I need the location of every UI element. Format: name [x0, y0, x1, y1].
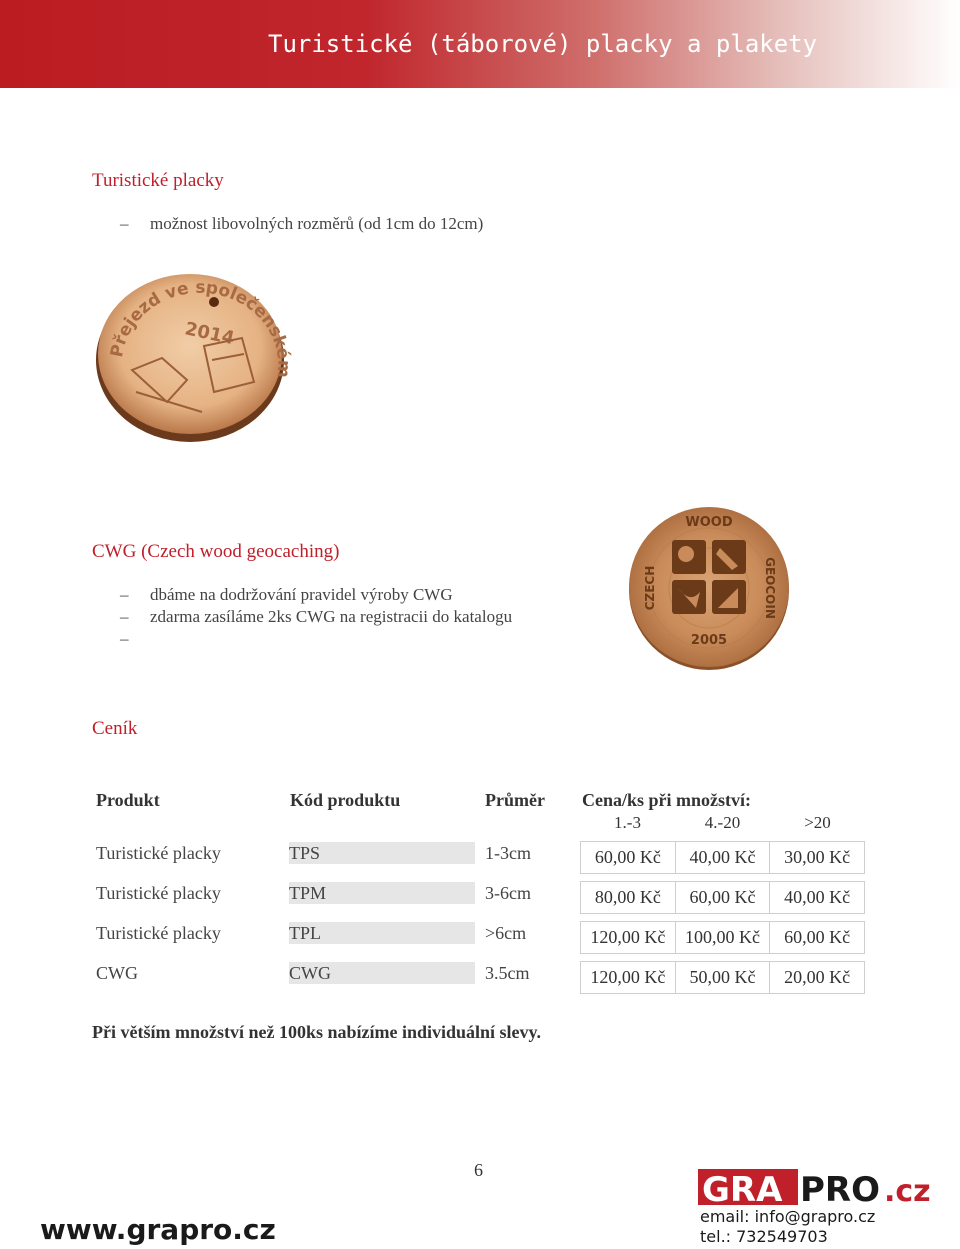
- price-cell: 60,00 Kč: [784, 927, 851, 947]
- page-title: Turistické (táborové) placky a plakety: [268, 30, 818, 58]
- bullet-item: [120, 585, 453, 605]
- price-cell: 120,00 Kč: [581, 962, 676, 993]
- price-row: [580, 961, 865, 994]
- grapro-logo-icon: [698, 1168, 944, 1208]
- price-cell: 50,00 Kč: [676, 962, 771, 993]
- bullet-text: zdarma zasíláme 2ks CWG na registracii do katalogu: [150, 607, 513, 626]
- coin-bottom-text: 2005: [690, 633, 728, 648]
- svg-text:PRO: PRO: [800, 1170, 881, 1208]
- row-product: CWG: [96, 963, 138, 983]
- row-code: CWG: [289, 962, 475, 984]
- grapro-logo: [698, 1168, 944, 1208]
- dash-icon: –: [120, 214, 129, 233]
- bullet-item: [120, 214, 484, 234]
- bullet-text: dbáme na dodržování pravidel výroby CWG: [150, 585, 453, 604]
- svg-text:GRA: GRA: [702, 1170, 783, 1208]
- qty-label: >20: [804, 813, 831, 832]
- footer-phone[interactable]: tel.: 732549703: [700, 1227, 828, 1246]
- wooden-badge-image: [92, 262, 302, 446]
- coin-top-text: WOOD: [685, 515, 733, 530]
- bullet-item: [120, 607, 513, 627]
- footer-url[interactable]: www.grapro.cz: [40, 1213, 276, 1246]
- dash-icon: –: [120, 607, 129, 626]
- section-title-cenik: Ceník: [92, 718, 138, 739]
- price-cell: 40,00 Kč: [784, 887, 851, 907]
- dash-icon: –: [120, 585, 129, 604]
- page-number: 6: [474, 1160, 483, 1180]
- coin-left-text: CZECH: [643, 565, 657, 611]
- badge-year-text: 2014: [182, 318, 237, 350]
- price-row: [580, 881, 865, 914]
- row-code: TPL: [289, 922, 475, 944]
- col-header-price: Cena/ks při množství:: [582, 790, 752, 810]
- footer-email[interactable]: email: info@grapro.cz: [700, 1207, 876, 1226]
- row-code: TPS: [289, 842, 475, 864]
- dash-icon: –: [120, 629, 129, 648]
- row-product: Turistické placky: [96, 883, 221, 903]
- row-diameter: 3-6cm: [485, 883, 531, 903]
- discount-note: Při větším množství než 100ks nabízíme individuální slevy.: [92, 1022, 542, 1042]
- price-cell: 60,00 Kč: [581, 842, 676, 873]
- col-header-code: Kód produktu: [290, 790, 401, 810]
- price-row: [580, 921, 865, 954]
- price-cell: 120,00 Kč: [581, 922, 676, 953]
- price-cell: 30,00 Kč: [784, 847, 851, 867]
- row-diameter: 1-3cm: [485, 843, 531, 863]
- section-title-cwg: CWG (Czech wood geocaching): [92, 541, 340, 562]
- page-header: [0, 0, 960, 88]
- qty-label: 1.-3: [614, 813, 641, 832]
- bullet-text: možnost libovolných rozměrů (od 1cm do 12cm): [150, 214, 484, 233]
- row-product: Turistické placky: [96, 923, 221, 943]
- price-cell: 60,00 Kč: [676, 882, 771, 913]
- section-title-placky: Turistické placky: [92, 170, 224, 191]
- price-cell: 100,00 Kč: [676, 922, 771, 953]
- qty-label: 4.-20: [704, 813, 741, 832]
- coin-right-text: GEOCOIN: [763, 557, 777, 619]
- row-diameter: >6cm: [485, 923, 527, 943]
- svg-text:.cz: .cz: [884, 1174, 931, 1208]
- cwg-coin-image: [626, 504, 792, 672]
- col-header-diameter: Průměr: [485, 790, 545, 810]
- price-row: [580, 841, 865, 874]
- price-cell: 20,00 Kč: [784, 967, 851, 987]
- row-product: Turistické placky: [96, 843, 221, 863]
- price-cell: 40,00 Kč: [676, 842, 771, 873]
- row-diameter: 3.5cm: [485, 963, 530, 983]
- badge-arc-text: Přejezd ve společenském: [106, 277, 294, 379]
- col-header-product: Produkt: [96, 790, 160, 810]
- price-cell: 80,00 Kč: [581, 882, 676, 913]
- row-code: TPM: [289, 882, 475, 904]
